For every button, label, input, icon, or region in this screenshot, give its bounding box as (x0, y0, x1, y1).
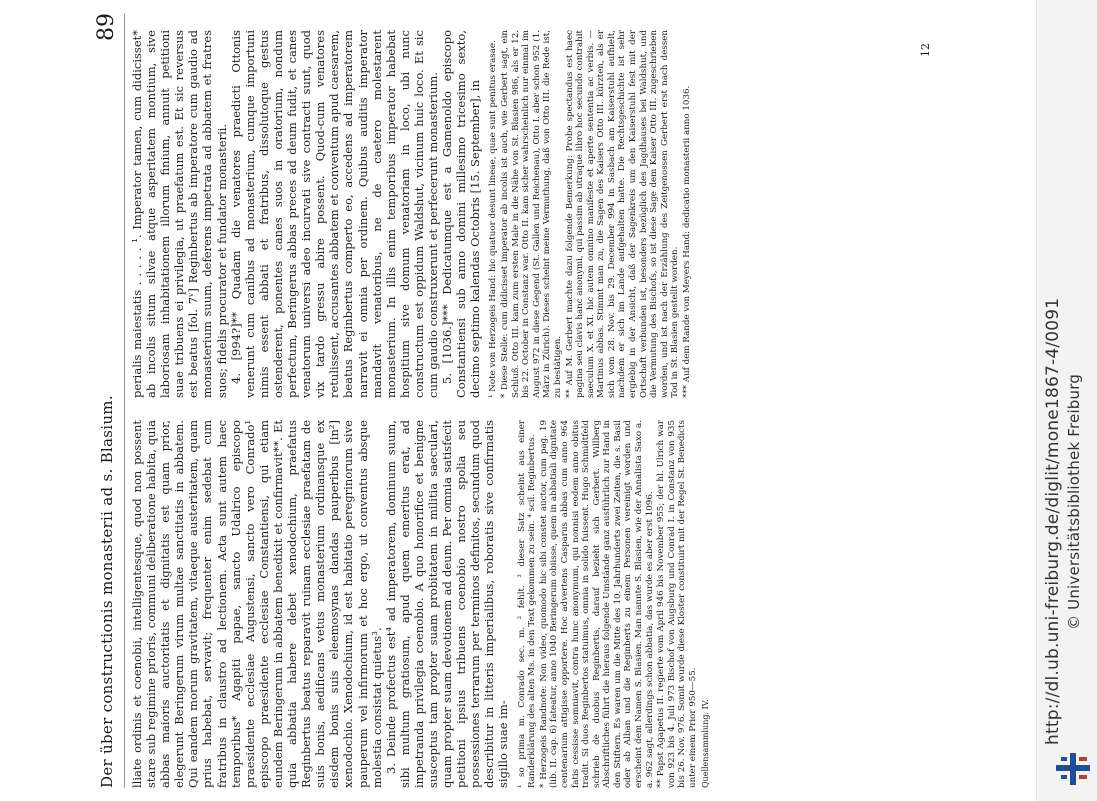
copyright-notice: © Universitätsbibliothek Freiburg (1065, 373, 1083, 630)
paragraph: 5. [1036.]*** Dedicatumque est a Gamenoldo episcopo Constantiensi sub anno domini millesimo tricesimo sexto, decimo septimo kalendas Octobris [15. September], in (440, 30, 483, 398)
footnote: * Diese Stelle: cum didicisset imperator ab incolis ist auch, wie Gerbert sagt, ein Schluß. Otto III. kam zum ersten Male in die Nähe von St. Blasien 986, als er 12. bis 22. October in Constanz war. Otto II. kam sicher wahrscheinlich nur einmal im August 972 in diese Gegend (St. Gallen und Reichenau), Otto I. aber schon 952 (1. März in Zürich). Dieses scheint meine Vermuthung, daß von Otto III. die Rede ist, zu bestätigen. (499, 30, 563, 398)
left-column (130, 420, 710, 788)
footnote: ¹ so prima m. Conrado sec. m. ² fehlt. ³ dieser Satz scheint aus einer Randerklärung des alten Ms. in den Text gekommen zu sein. ⁴ scil. Reginbertus. (516, 420, 538, 788)
page-content (94, 13, 932, 788)
footnotes (488, 30, 692, 398)
footnote: * Herzogeis Randnote: Non video, quomodo hic sibi constet auctor, cum pag. 19 (lib. II. cap. 6) fateatur, anno 1040 Beringerum obiisse, quem in abbatiali dignitate centenarium attigisse opportere. Hoc advertens Casparus abbas cum anno 964 fatis cessisse somniavit, contra hunc anonymum, qui nonnisi eodem anno obitus tradit. Si duos Reginbertos statuimus, omnia in solido fuissent. Hugo Schmidtfeld schrieb de duobus Reginbertis, darauf bezieht sich Gerbert. Willberg Abschriftliches führt die hieraus folgende Umstände ganz ausführlich zur Hand in den Stiftern. Es waren um die Mitte des 10. Jahrhunderts zwei Zeiten, die s. Basil oder ab Alban und die Reginberts zu einem Personen vereinigt worden und erscheint dem Namen S. Blasien. Man nannte S. Blasien, wie der Annalista Saxo a. a. 962 sagt, allerdings schon abbatia, das wurde es aber erst 1096. (538, 420, 655, 788)
paragraph: lliate ordinis et coenobii, intelligentesque, quod non possent stare sub regimine prioris, communi deliberatione habita, quia abbas maioris auctoritatis et dignitatis est quam prior, elegerunt Beringerum virum multae sanctitatis in abbatem. Qui eandem morum gravitatem, vitaeque austeritatem, quam prius habebat, servavit; frequenter enim sedebat cum fratribus in claustro ad lectionem. Acta sunt autem haec temporibus* Agapiti papae, sancto Udalrico episcopo praesidente ecclesiae Augustensi, sancto vero Conrado¹ episcopo praesidente ecclesiae Constantiensi, qui etiam eundem Beringerum in abbatem benedixit et confirmavit**. Et quia abbatia habere debet xenodochium, praefatus Reginbertus beatus reparavit ruinam ecclesiae praefatam de suis bonis, aedificans vetus monasterium ordinansque ex eisdem bonis suis eleemosynas dandas pauperibus [in²] xenodochio. Xenodochium, id est habitatio peregrinorum sive pauperum vel infirmorum et hoc ergo, ut conventus absque molestia consistat quietus³. (130, 420, 384, 788)
footnotes (517, 420, 710, 788)
scanned-page (94, 13, 932, 788)
page-number: 89 (94, 13, 119, 41)
source-collection-mark: Quellensammlung. IV. (700, 699, 710, 788)
paragraph: perialis maiestatis . . . . . ¹. Imperator tamen, cum didicisset* ab incolis situm silvae atque asperitatem montium, sive laboriosam inhabitationem illorum finium, annuit petitioni suae tribuens ei privilegia, ut praefatum est. Et sic reversus est beatus [fol. 7ᵛ] Reginbertus ab imperatore cum gaudio ad monasterium suum, deferens impetrata ad abbatem et fratres suos; fidelis procurator et fundator monasterii. (130, 30, 229, 398)
permalink[interactable]: http://dl.ub.uni-freiburg.de/diglit/mone1867-4/0091 (1043, 297, 1063, 745)
footnote: ** Auf M. Gerbert machte dazu folgende Bemerkung: Probe spectandus est haec pagina seu clavis hanc anonymi, qui passim ab utraque libro hoc secundo contrahit saeculum X. et XI. hic autem omnino manifeste et aperte sententia ac verbis. — Martinus abbas. Stimmt man zu, die Sagen des Kaisers Otto III. kürzten, als er sich vom 28. Nov. bis 29. December 994 in Sasbach am Kaiserstuhl aufhielt, nachdem er sich im Lande aufgehalten hatte. Die Rechtsgeschichte ist sehr ergiebig in der Ansicht, daß der Sagenkreis um den Kaiserstuhl fest mit der Ortschaft verbunden ist, besonders bezüglich des Jagdhauses bei Waldshut, und die Vermutung des Bischofs, so ist diese Sage dem Kaiser Otto III. zugeschrieben worden, und ist nach der Erzählung des Zeitgenossen Gerbert erst nach dessen Tod in St. Blasien gestellt worden. (564, 30, 681, 398)
running-head: Der über constructionis monasterii ad s. Blasium. (98, 395, 116, 788)
right-column (130, 30, 694, 398)
footnote: ** Papst Agapetus II. regierte vom April 946 bis November 955; der hl. Ulrich war von 923 bis 4. Juli 973 Bischof von Augsburg und Conrad I. in Constanz von 935 bis 26. Nov. 976. Somit wurde diese Kloster constituirt mit der Regel St. Benedicts unter einem Prior 950—55. (656, 420, 699, 788)
footnote: *** Auf dem Rande von Meyers Hand: dedicatio monasterii anno 1036. (682, 85, 693, 398)
signature-mark: 12 (919, 43, 932, 57)
footnote: ¹ Note von Herzogeis Hand: hic quatuor desunt lineae, quae sunt penitus erasae. (488, 40, 499, 398)
paragraph: 3. Deinde profectus est⁴ ad imperatorem, dominum suum, sibi multum gratiosum, apud quem emeritus erat, ad impetranda privilegia coenobio. A quo honorifice et benigne susceptus tam propter suam probitatem in militia saeculari, quam propter suam devotionem ad deum. Per omnia satisfecit petitioni ipsius tribuens coenobio nostro spolia seu possessiones terrarum per terminos definitos, secundum quod describitur in litteris imperialibus, roboratis sive confirmatis sigillo suae im- (383, 420, 511, 788)
library-logo-icon (1053, 745, 1093, 791)
header-divider (124, 13, 125, 788)
paragraph: 4. [994?]** Quadam die venatores praedicti Ottonis venerunt cum canibus ad monasterium, cumque importuni nimis essent abbati et fratribus, dissolutoque gestus ostenderent, ponentes canes suos in oratorium, nondum perfectum, Beringerus abbas preces ad deum fudit, et canes venatorum universi adeo incurvati sive contracti sunt, quod vix tardo gressu abire possent. Quod-cum venatores retulissent, accusantes abbatem et conventum apud caesarem, beatus Reginbertus comperto eo, accedens ad imperatorem narravit ei omnia per ordinem. Quibus auditis imperator mandavit venatoribus, ne de caetero molestarent monasterium. In illis enim temporibus imperator habebat hospitium sive domum venatoriam in loco, ubi nunc constructum est oppidum Waldshut, vicinum huic loco. Et sic cum gaudio construxerunt et perfecerunt monasterium. (228, 30, 440, 398)
